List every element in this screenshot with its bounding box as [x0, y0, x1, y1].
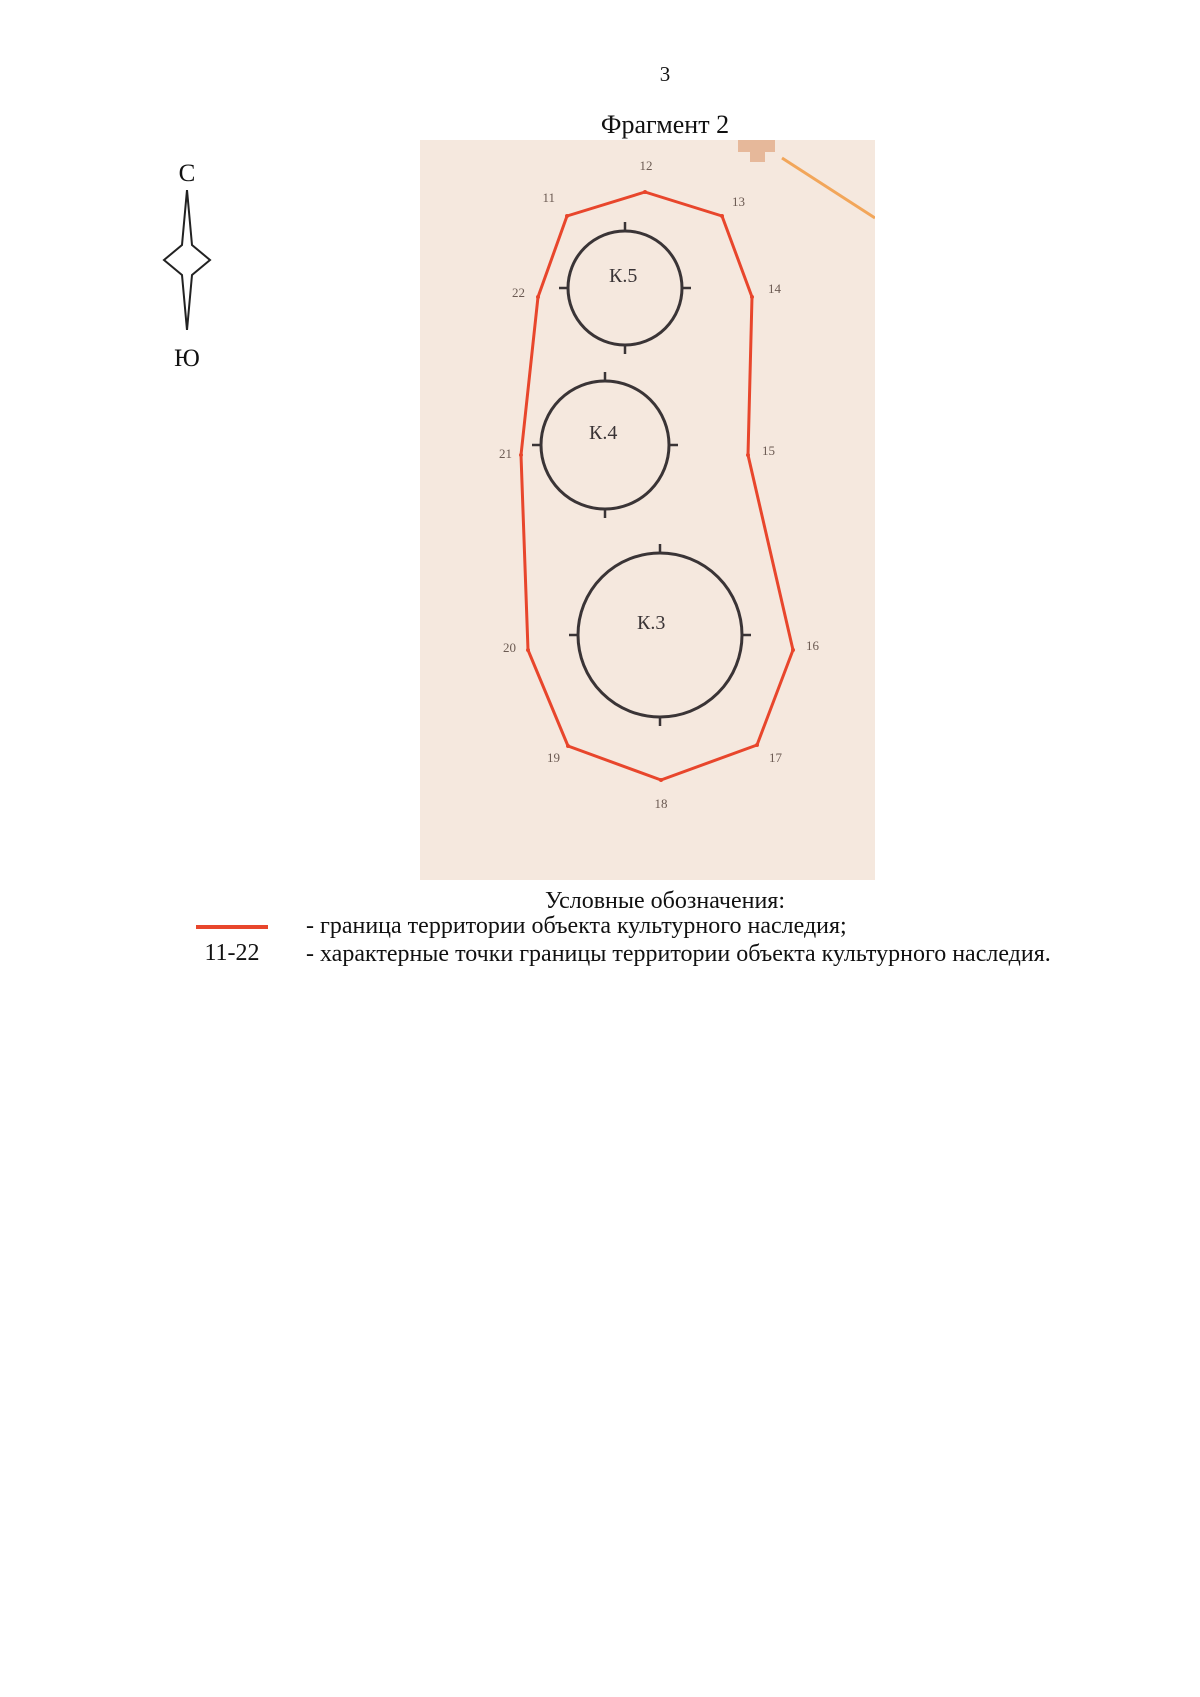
- map-fragment: [420, 140, 875, 880]
- compass-north-label: С: [178, 160, 196, 187]
- legend-title: Условные обозначения:: [544, 888, 786, 914]
- legend-item-points: - характерные точки границы территории объекта культурного наследия.: [306, 941, 1051, 967]
- boundary-point-label: 14: [768, 281, 781, 296]
- mound-label: К.5: [609, 265, 638, 287]
- boundary-point-label: 18: [654, 796, 668, 811]
- boundary-point-marker: [643, 190, 647, 194]
- north-arrow-compass: [152, 160, 222, 370]
- boundary-point-marker: [755, 743, 759, 747]
- boundary-point-marker: [720, 214, 724, 218]
- mound-label: К.4: [589, 422, 618, 444]
- boundary-point-marker: [526, 648, 530, 652]
- legend-item-boundary: - граница территории объекта культурного наследия;: [306, 913, 847, 939]
- legend-points-symbol: 11-22: [204, 940, 260, 966]
- legend-boundary-swatch: [196, 925, 268, 929]
- boundary-point-marker: [519, 453, 523, 457]
- boundary-point-label: 22: [512, 285, 525, 300]
- boundary-point-marker: [746, 453, 750, 457]
- fragment-title: Фрагмент 2: [600, 110, 730, 139]
- compass-star-icon: [152, 190, 222, 330]
- boundary-point-marker: [791, 648, 795, 652]
- boundary-point-marker: [659, 778, 663, 782]
- boundary-point-marker: [750, 295, 754, 299]
- boundary-point-marker: [566, 744, 570, 748]
- boundary-point-marker: [536, 295, 540, 299]
- boundary-point-label: 17: [769, 750, 782, 765]
- boundary-point-label: 13: [732, 194, 745, 209]
- boundary-point-label: 12: [639, 158, 653, 173]
- boundary-point-marker: [565, 214, 569, 218]
- map-background: [420, 140, 875, 880]
- page-number: 3: [659, 62, 671, 86]
- compass-south-label: Ю: [174, 345, 200, 372]
- boundary-point-label: 19: [547, 750, 560, 765]
- boundary-point-label: 15: [762, 443, 775, 458]
- mound-label: К.3: [637, 612, 666, 634]
- boundary-point-label: 20: [503, 640, 516, 655]
- boundary-point-label: 21: [499, 446, 512, 461]
- boundary-point-label: 16: [806, 638, 819, 653]
- boundary-point-label: 11: [542, 190, 555, 205]
